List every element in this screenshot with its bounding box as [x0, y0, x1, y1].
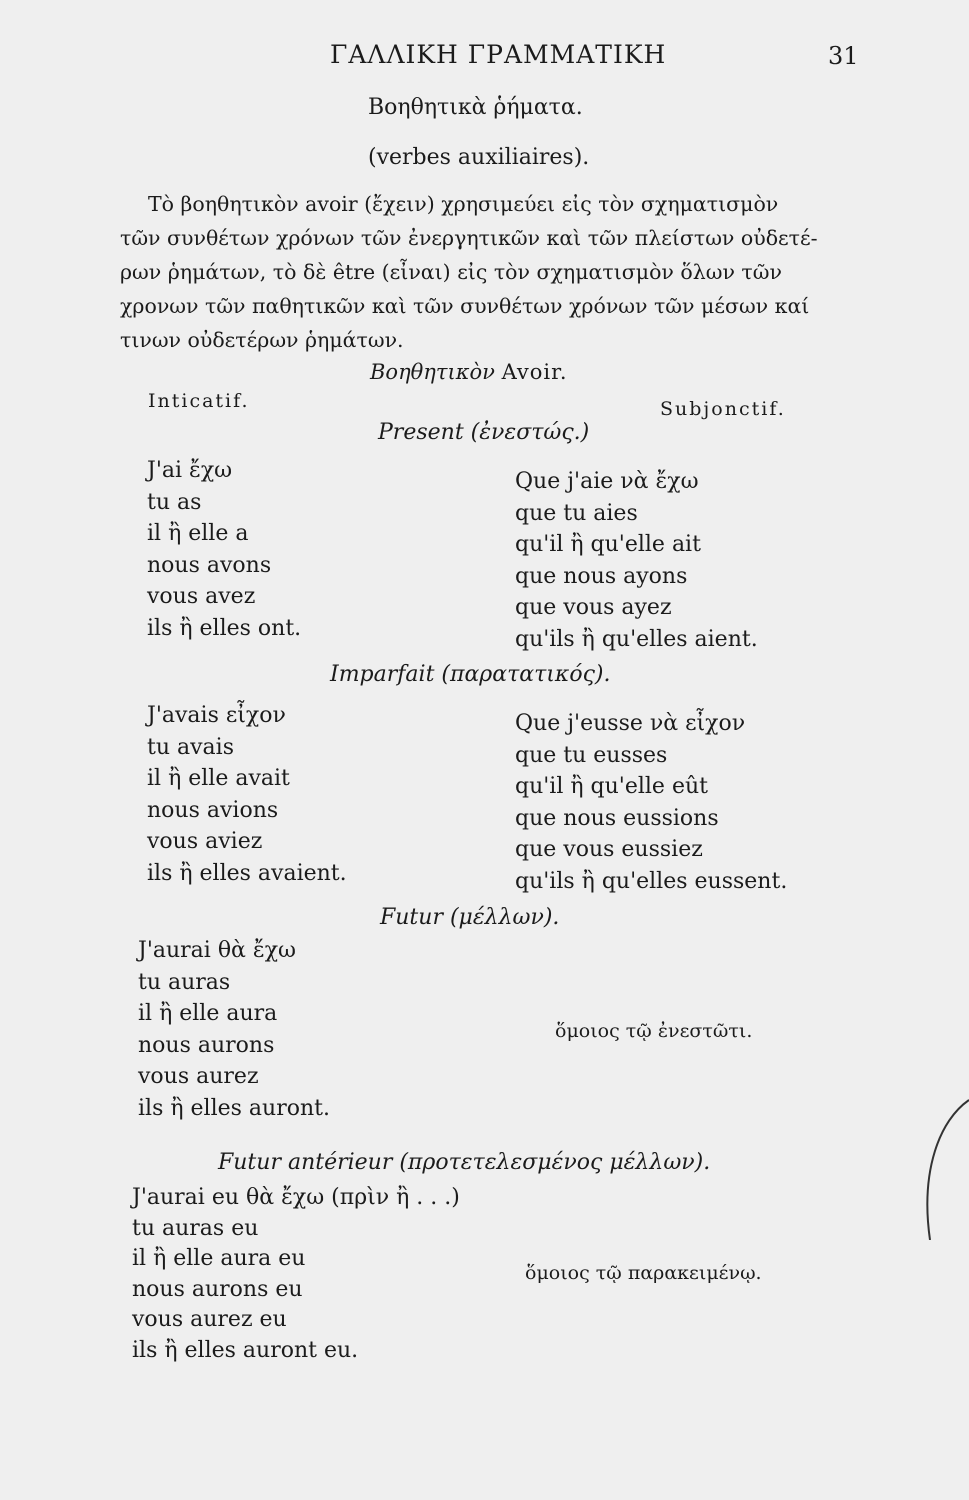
conjugation-line: que vous eussiez: [515, 837, 703, 862]
running-title: ΓΑΛΛΙΚΗ ΓΡΑΜΜΑΤΙΚΗ: [330, 40, 667, 69]
futur-indicatif-list: [138, 935, 330, 1124]
conjugation-line: il ἢ elle aura eu: [132, 1246, 306, 1271]
conjugation-line: que tu eusses: [515, 742, 668, 768]
conjugation-line: tu auras: [138, 969, 231, 995]
page-edge-curve: [900, 1080, 969, 1240]
conjugation-line: J'ai ἔχω: [147, 458, 233, 483]
conjugation-line: que tu aies: [515, 500, 638, 526]
conjugation-line: ils ἢ elles ont.: [147, 615, 302, 641]
conjugation-line: nous aurons eu: [132, 1276, 303, 1302]
futur-note: ὅμοιος τῷ ἐνεστῶτι.: [555, 1020, 753, 1042]
conjugation-line: vous aurez eu: [132, 1307, 287, 1332]
conjugation-line: que nous ayons: [515, 563, 688, 589]
conjugation-line: ils ἢ elles auront.: [138, 1095, 330, 1121]
conjugation-line: il ἢ elle aura: [138, 1001, 278, 1026]
conjugation-line: nous avons: [147, 552, 272, 578]
conjugation-line: nous aurons: [138, 1032, 275, 1058]
conjugation-line: Que j'eusse νὰ εἶχον: [515, 711, 746, 736]
heading-verb: Avoir.: [501, 360, 568, 384]
subjonctif-label: Subjonctif.: [660, 398, 786, 420]
conjugation-line: tu avais: [147, 734, 234, 760]
conjugation-heading: [370, 360, 568, 384]
tense-label-imparfait: Imparfait (παρατατικός).: [330, 662, 611, 687]
intro-line: τῶν συνθέτων χρόνων τῶν ἐνεργητικῶν καὶ τῶν πλείστων οὐδετέ-: [120, 226, 818, 250]
futur-anterieur-note: ὅμοιος τῷ παρακειμένῳ.: [525, 1262, 762, 1284]
conjugation-line: ils ἢ elles avaient.: [147, 860, 347, 886]
conjugation-line: il ἢ elle avait: [147, 766, 290, 791]
tense-label-futur-anterieur: Futur antérieur (προτετελεσμένος μέλλων).: [218, 1150, 711, 1175]
indicatif-label: Inticatif.: [148, 390, 250, 412]
conjugation-line: vous aviez: [147, 829, 263, 854]
conjugation-line: vous aurez: [138, 1064, 259, 1089]
intro-line: τινων οὐδετέρων ῥημάτων.: [120, 328, 404, 352]
present-subjonctif-list: [515, 466, 758, 655]
page-number: 31: [828, 42, 859, 70]
conjugation-line: qu'ils ἢ qu'elles aient.: [515, 626, 758, 652]
tense-label-present: Present (ἐνεστώς.): [378, 420, 590, 445]
intro-line: Τὸ βοηθητικὸν avoir (ἔχειν) χρησιμεύει εἰς τὸν σχηματισμὸν: [148, 192, 779, 216]
conjugation-line: Que j'aie νὰ ἔχω: [515, 469, 699, 494]
conjugation-line: que nous eussions: [515, 805, 719, 831]
conjugation-line: J'aurai eu θὰ ἔχω (πρὶν ἢ . . .): [132, 1185, 460, 1210]
intro-line: ρων ῥημάτων, τὸ δὲ être (εἶναι) εἰς τὸν σχηματισμὸν ὅλων τῶν: [120, 260, 782, 284]
conjugation-line: tu as: [147, 489, 202, 515]
conjugation-line: nous avions: [147, 797, 279, 823]
imparfait-indicatif-list: [147, 700, 347, 889]
conjugation-line: J'aurai θὰ ἔχω: [138, 938, 296, 963]
conjugation-line: qu'il ἢ qu'elle eût: [515, 774, 708, 799]
section-subtitle: (verbes auxiliaires).: [368, 145, 590, 170]
conjugation-line: qu'il ἢ qu'elle ait: [515, 532, 701, 557]
section-title: Βοηθητικὰ ῥήματα.: [368, 95, 583, 120]
intro-line: χρονων τῶν παθητικῶν καὶ τῶν συνθέτων χρόνων τῶν μέσων καί: [120, 294, 810, 318]
conjugation-line: que vous ayez: [515, 595, 672, 620]
conjugation-line: ils ἢ elles auront eu.: [132, 1337, 359, 1363]
conjugation-line: vous avez: [147, 584, 256, 609]
present-indicatif-list: [147, 455, 301, 644]
heading-prefix: Βοηθητικὸν: [370, 360, 495, 384]
conjugation-line: qu'ils ἢ qu'elles eussent.: [515, 868, 788, 894]
conjugation-line: tu auras eu: [132, 1215, 259, 1241]
conjugation-line: il ἢ elle a: [147, 521, 249, 546]
futur-anterieur-list: [132, 1183, 460, 1366]
imparfait-subjonctif-list: [515, 708, 787, 897]
conjugation-line: J'avais εἶχον: [147, 703, 286, 728]
tense-label-futur: Futur (μέλλων).: [380, 905, 560, 930]
